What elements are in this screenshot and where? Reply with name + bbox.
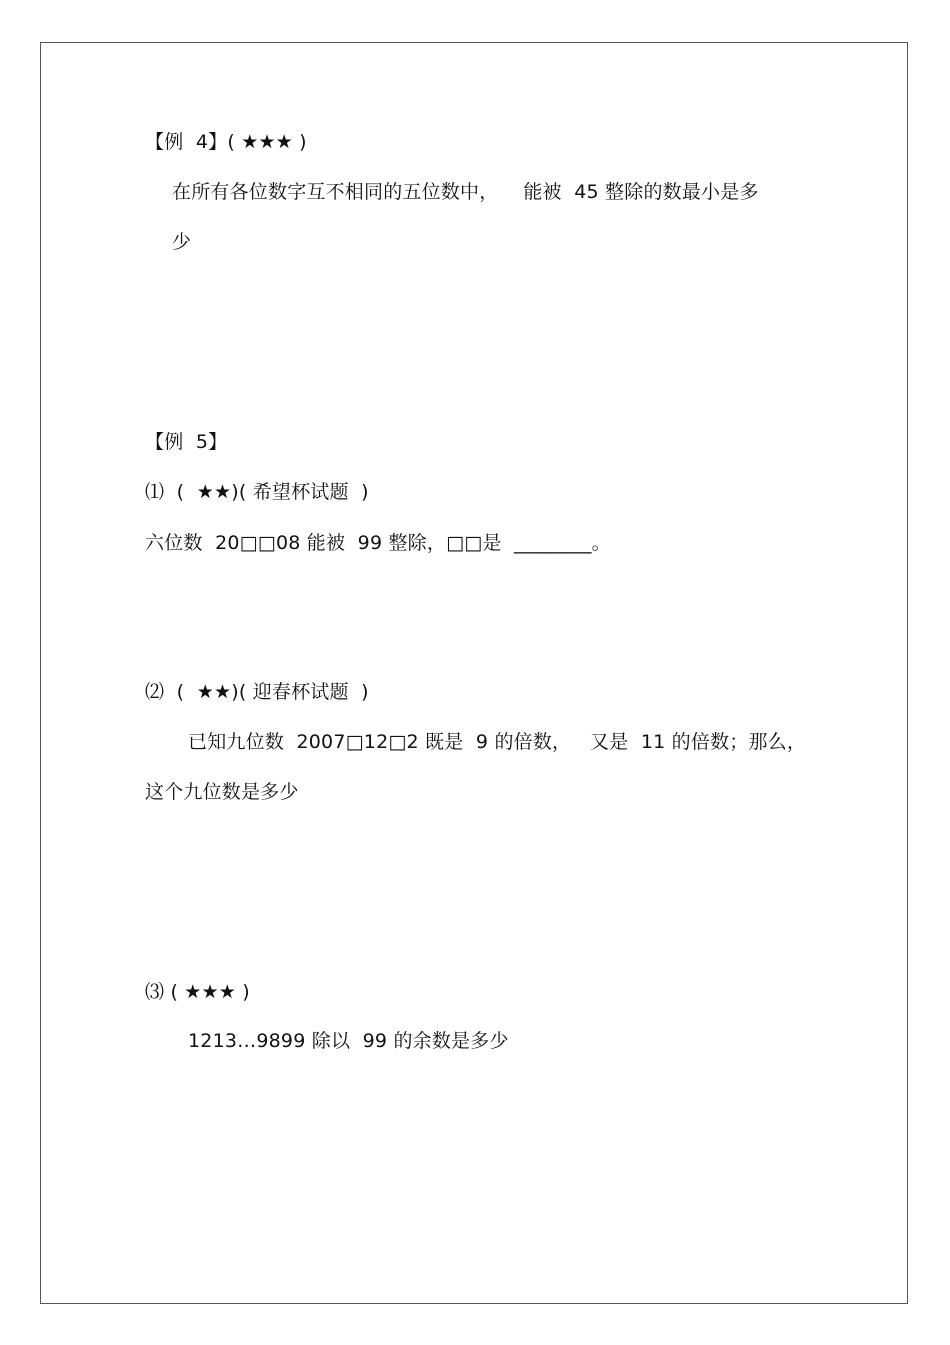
example-5-part-2-problem-line-2: 这个九位数是多少 (145, 781, 299, 803)
example-5-part-2-header: ⑵ ( ★★)( 迎春杯试题 ) (145, 681, 369, 703)
example-5-part-3-header: ⑶ ( ★★★ ) (145, 981, 250, 1003)
example-4-problem-line-2: 少 (172, 231, 192, 253)
example-4-header: 【例 4】( ★★★ ) (145, 131, 307, 153)
example-5-header: 【例 5】 (145, 431, 228, 453)
example-5-part-1-header: ⑴ ( ★★)( 希望杯试题 ) (145, 481, 369, 503)
example-4-problem-line-1: 在所有各位数字互不相同的五位数中， 能被 45 整除的数最小是多 (172, 181, 759, 203)
example-5-part-3-problem: 1213…9899 除以 99 的余数是多少 (188, 1030, 509, 1052)
page-border (40, 42, 908, 1304)
example-5-part-1-problem: 六位数 20□□08 能被 99 整除，□□是 ________。 (145, 532, 611, 554)
example-5-part-2-problem-line-1: 已知九位数 2007□12□2 既是 9 的倍数， 又是 11 的倍数；那么， (188, 731, 807, 753)
